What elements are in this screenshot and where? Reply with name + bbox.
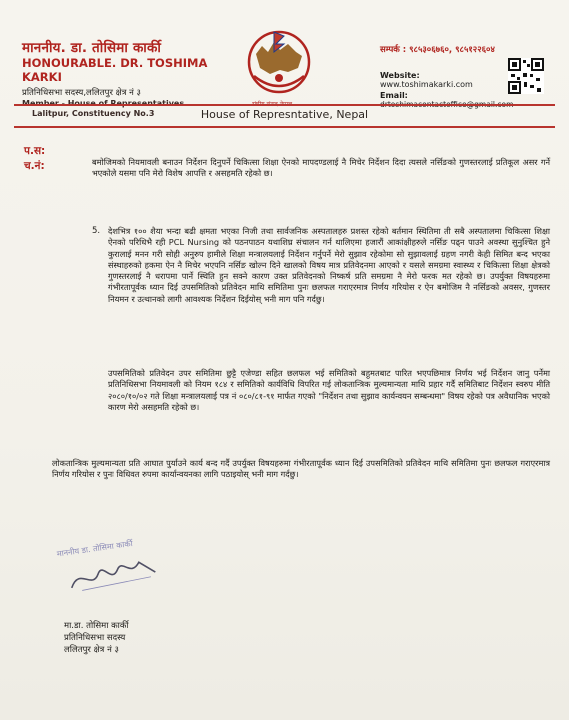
paragraph-1: बमोजिमको नियमावली बनाउन निर्देशन दिनुपर्ने चिकित्सा शिक्षा ऐनको मापदण्डलाई नै मिचेर निर्देशन दिदा त्यसले नर्सिङको गुणस्तरलाई प्रतिकूल असर गर्ने भएकोले यसमा पनि मेरो विशेष आपत्ति र असहमति रहेको छ। bbox=[92, 157, 550, 179]
reference-block bbox=[24, 144, 45, 174]
constituency-nepali: प्रतिनिधिसभा सदस्य,ललितपुर क्षेत्र नं ३ bbox=[22, 88, 141, 98]
official-stamp bbox=[56, 532, 184, 612]
point-number: 5. bbox=[92, 226, 101, 236]
house-title: House of Represntative, Nepal bbox=[200, 108, 369, 121]
signatory-title: प्रतिनिधिसभा सदस्य bbox=[64, 633, 126, 643]
email-label: Email: bbox=[380, 91, 408, 100]
website-link[interactable]: www.toshimakarki.com bbox=[380, 80, 473, 89]
header-rule-bottom bbox=[14, 126, 555, 128]
chalani-number-label: च.नं: bbox=[24, 160, 45, 172]
parliament-emblem-icon bbox=[244, 26, 314, 106]
member-line-2: Lalitpur, Constituency No.3 bbox=[32, 109, 155, 118]
patra-sankhya-label: प.स: bbox=[24, 145, 46, 157]
website-label: Website: bbox=[380, 71, 420, 80]
signature-block bbox=[64, 620, 129, 656]
contact-phone: सम्पर्क : ९८५३०६७६०, ९८५१२२६०४ bbox=[380, 45, 495, 55]
signatory-constituency: ललितपुर क्षेत्र नं ३ bbox=[64, 645, 119, 655]
name-english: HONOURABLE. DR. TOSHIMA KARKI bbox=[22, 56, 208, 84]
paragraph-5: देशभित्र १०० शैया भन्दा बढी क्षमता भएका निजी तथा सार्वजनिक अस्पतालहरु प्रशस्त रहेको बर्तमान स्थितिमा ती सबै अस्पतालमा चिकित्सा शिक्षा ऐनको परिधिभै रही PCL Nursing को पठनपाठन यथाशिघ्र संचालन गर्न थालिएमा हजारौं आकांक्षीहरुले नर्सिङ पढ्न पाउने अवस्था सुनुश्चित हुने कुरालाई मनन गरी सोही अनुरुप हामीले शिक्षा मन्त्रालयलाई निर्देशन गर्नुपर्ने मेरो सुझाव रहेकोमा सो सुझावलाई ग्रहण नगरी केही सिमित बन्द भएका संस्थाहरुको हकमा ऐन नै मिचेर भएपनि नर्सिङ खोल्न दिने खालको विषय मात्र प्रतिवेदनमा आएको र यसले समग्रमा स्वास्थ्य र चिकित्सा शिक्षा क्षेत्रको गुणस्तरलाई नै धरापमा पार्ने स्थिति हुन सक्ने कारण उक्त प्रतिवेदनको निष्कर्ष प्रति समग्रमा नै मेरो फरक मत रहेको छ। उपर्युक्त विषयहरुमा गंभीरतापूर्वक ध्यान दिई उपसमितिको प्रतिवेदन माथि समितिमा पुनः छलफल गराएरमात्र निर्णय गरियोस र ऐन बमोजिम नै नर्सिङको अवसर, गुणस्तर नियमन र उत्थानको लागी आवश्यक निर्देशन दिईयोस् भनी माग पनि गर्दछु। bbox=[108, 226, 550, 304]
header-rule-top bbox=[14, 104, 555, 106]
name-nepali: माननीय. डा. तोसिमा कार्की bbox=[22, 40, 162, 56]
signatory-name: मा.डा. तोसिमा कार्की bbox=[64, 621, 129, 631]
stamp-text: माननीय डा. तोसिमा कार्की bbox=[56, 539, 134, 559]
qr-code-icon bbox=[508, 58, 544, 94]
paragraph-6: उपसमितिको प्रतिवेदन उपर समितिमा छुट्टै एजेण्डा सहित छलफल भई समितिको बहुमतबाट पारित भएपछिमात्र निर्णय भई निर्देशन जानु पर्नेमा प्रतिनिधिसभा नियमावली को नियम १८४ र समितिको कार्यविधि विपरित गई लोकतान्त्रिक मुल्यमान्यता माथि प्रहार गर्दै समितिबाट निर्देशन स्वरुप मीति २०८०/१०/०२ गते शिक्षा मन्त्रालयलाई पत्र नं ०८०/८१-९१ मार्फत गएको "निर्देशन तथा सुझाव कार्यन्वयन सम्बन्धमा" विषय रहेको पत्र अवैधानिक भएको कारण मेरो असहमति रहेको छ। bbox=[108, 368, 550, 412]
paragraph-7: लोकतान्त्रिक मुल्यमान्यता प्रति आघात पुर्याउने कार्य बन्द गर्दै उपर्युक्त विषयहरुमा गंभीरतापूर्वक ध्यान दिई उपसमितिको प्रतिवेदन माथि समितिमा पुनः छलफल गराएरमात्र निर्णय गरियोस र पुनः विधिवत रुपमा कार्यान्वयनका लागि पठाइयोस् भनी माग गर्दछु। bbox=[52, 458, 550, 480]
